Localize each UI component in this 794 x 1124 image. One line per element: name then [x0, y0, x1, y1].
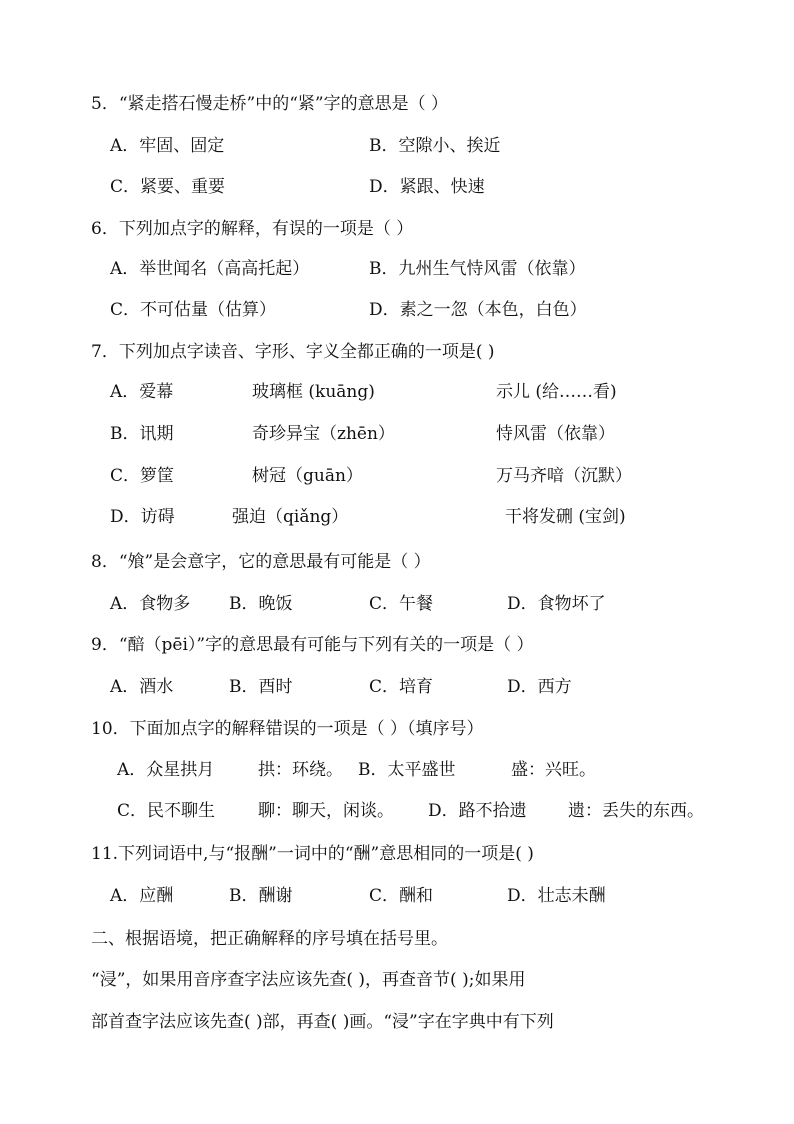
q7-a-word2: 玻璃框 (kuāng) — [252, 382, 375, 402]
section-2-paragraph-line-2: 部首查字法应该先查( )部，再查( )画。“浸”字在字典中有下列 — [91, 1012, 554, 1032]
q7-c-word1: C．箩筐 — [110, 466, 175, 486]
q7-a-word3: 示儿 (给……看) — [496, 382, 617, 402]
q10-d-gloss: 遗：丢失的东西。 — [568, 801, 704, 821]
q9-option-d: D．西方 — [507, 677, 572, 697]
q8-option-a: A．食物多 — [110, 594, 191, 614]
q7-b-word1: B．讯期 — [110, 424, 174, 444]
q7-d-word3: 干将发硎 (宝剑) — [505, 507, 626, 527]
question-8-stem: 8．“飧”是会意字，它的意思最有可能是（ ） — [91, 552, 431, 572]
question-11-stem: 11.下列词语中,与“报酬”一词中的“酬”意思相同的一项是( ) — [91, 844, 534, 864]
q6-option-d: D．素之一忽（本色，白色） — [369, 300, 587, 320]
q11-option-b: B．酬谢 — [229, 886, 293, 906]
q7-a-word1: A．爱幕 — [110, 382, 174, 402]
q7-c-word3: 万马齐喑（沉默） — [496, 466, 632, 486]
q10-a-gloss: 拱：环绕。 — [258, 760, 343, 780]
q5-option-d: D．紧跟、快速 — [369, 177, 485, 197]
section-2-heading: 二、根据语境，把正确解释的序号填在括号里。 — [91, 929, 448, 949]
q10-a-term: A．众星拱月 — [117, 760, 215, 780]
q7-d-word2: 强迫（qiǎng） — [232, 507, 349, 527]
q9-option-c: C．培育 — [369, 677, 434, 697]
q10-b-gloss: 盛：兴旺。 — [511, 760, 596, 780]
q6-option-b: B．九州生气恃风雷（依靠） — [369, 259, 586, 279]
q6-option-a: A．举世闻名（高高托起） — [110, 259, 310, 279]
q11-option-d: D．壮志未酬 — [507, 886, 606, 906]
q10-c-term: C．民不聊生 — [117, 801, 216, 821]
q5-option-c: C．紧要、重要 — [110, 177, 226, 197]
q7-c-word2: 树冠（guān） — [252, 466, 363, 486]
q9-option-b: B．酉时 — [229, 677, 293, 697]
question-7-stem: 7．下列加点字读音、字形、字义全都正确的一项是( ) — [91, 342, 495, 362]
section-2-paragraph-line-1: “浸”，如果用音序查字法应该先查( )，再查音节( );如果用 — [91, 970, 526, 990]
q5-option-a: A．牢固、固定 — [110, 136, 225, 156]
q11-option-a: A．应酬 — [110, 886, 174, 906]
q7-b-word3: 恃风雷（依靠） — [496, 424, 615, 444]
question-5-stem: 5．“紧走搭石慢走桥”中的“紧”字的意思是（ ） — [91, 94, 448, 114]
q10-b-term: B．太平盛世 — [358, 760, 456, 780]
question-10-stem: 10．下面加点字的解释错误的一项是（ ）（填序号） — [91, 719, 484, 739]
q8-option-d: D．食物坏了 — [507, 594, 606, 614]
q5-option-b: B．空隙小、挨近 — [369, 136, 501, 156]
q10-c-gloss: 聊：聊天，闲谈。 — [258, 801, 394, 821]
question-6-stem: 6．下列加点字的解释，有误的一项是（ ） — [91, 219, 414, 239]
q7-b-word2: 奇珍异宝（zhēn） — [252, 424, 395, 444]
q11-option-c: C．酬和 — [369, 886, 434, 906]
q8-option-b: B．晚饭 — [229, 594, 293, 614]
q9-option-a: A．酒水 — [110, 677, 174, 697]
question-9-stem: 9．“醅（pēi）”字的意思最有可能与下列有关的一项是（ ） — [91, 635, 534, 655]
q7-d-word1: D．访碍 — [110, 507, 175, 527]
q8-option-c: C．午餐 — [369, 594, 434, 614]
q6-option-c: C．不可估量（估算） — [110, 300, 277, 320]
q10-d-term: D．路不拾遗 — [428, 801, 527, 821]
